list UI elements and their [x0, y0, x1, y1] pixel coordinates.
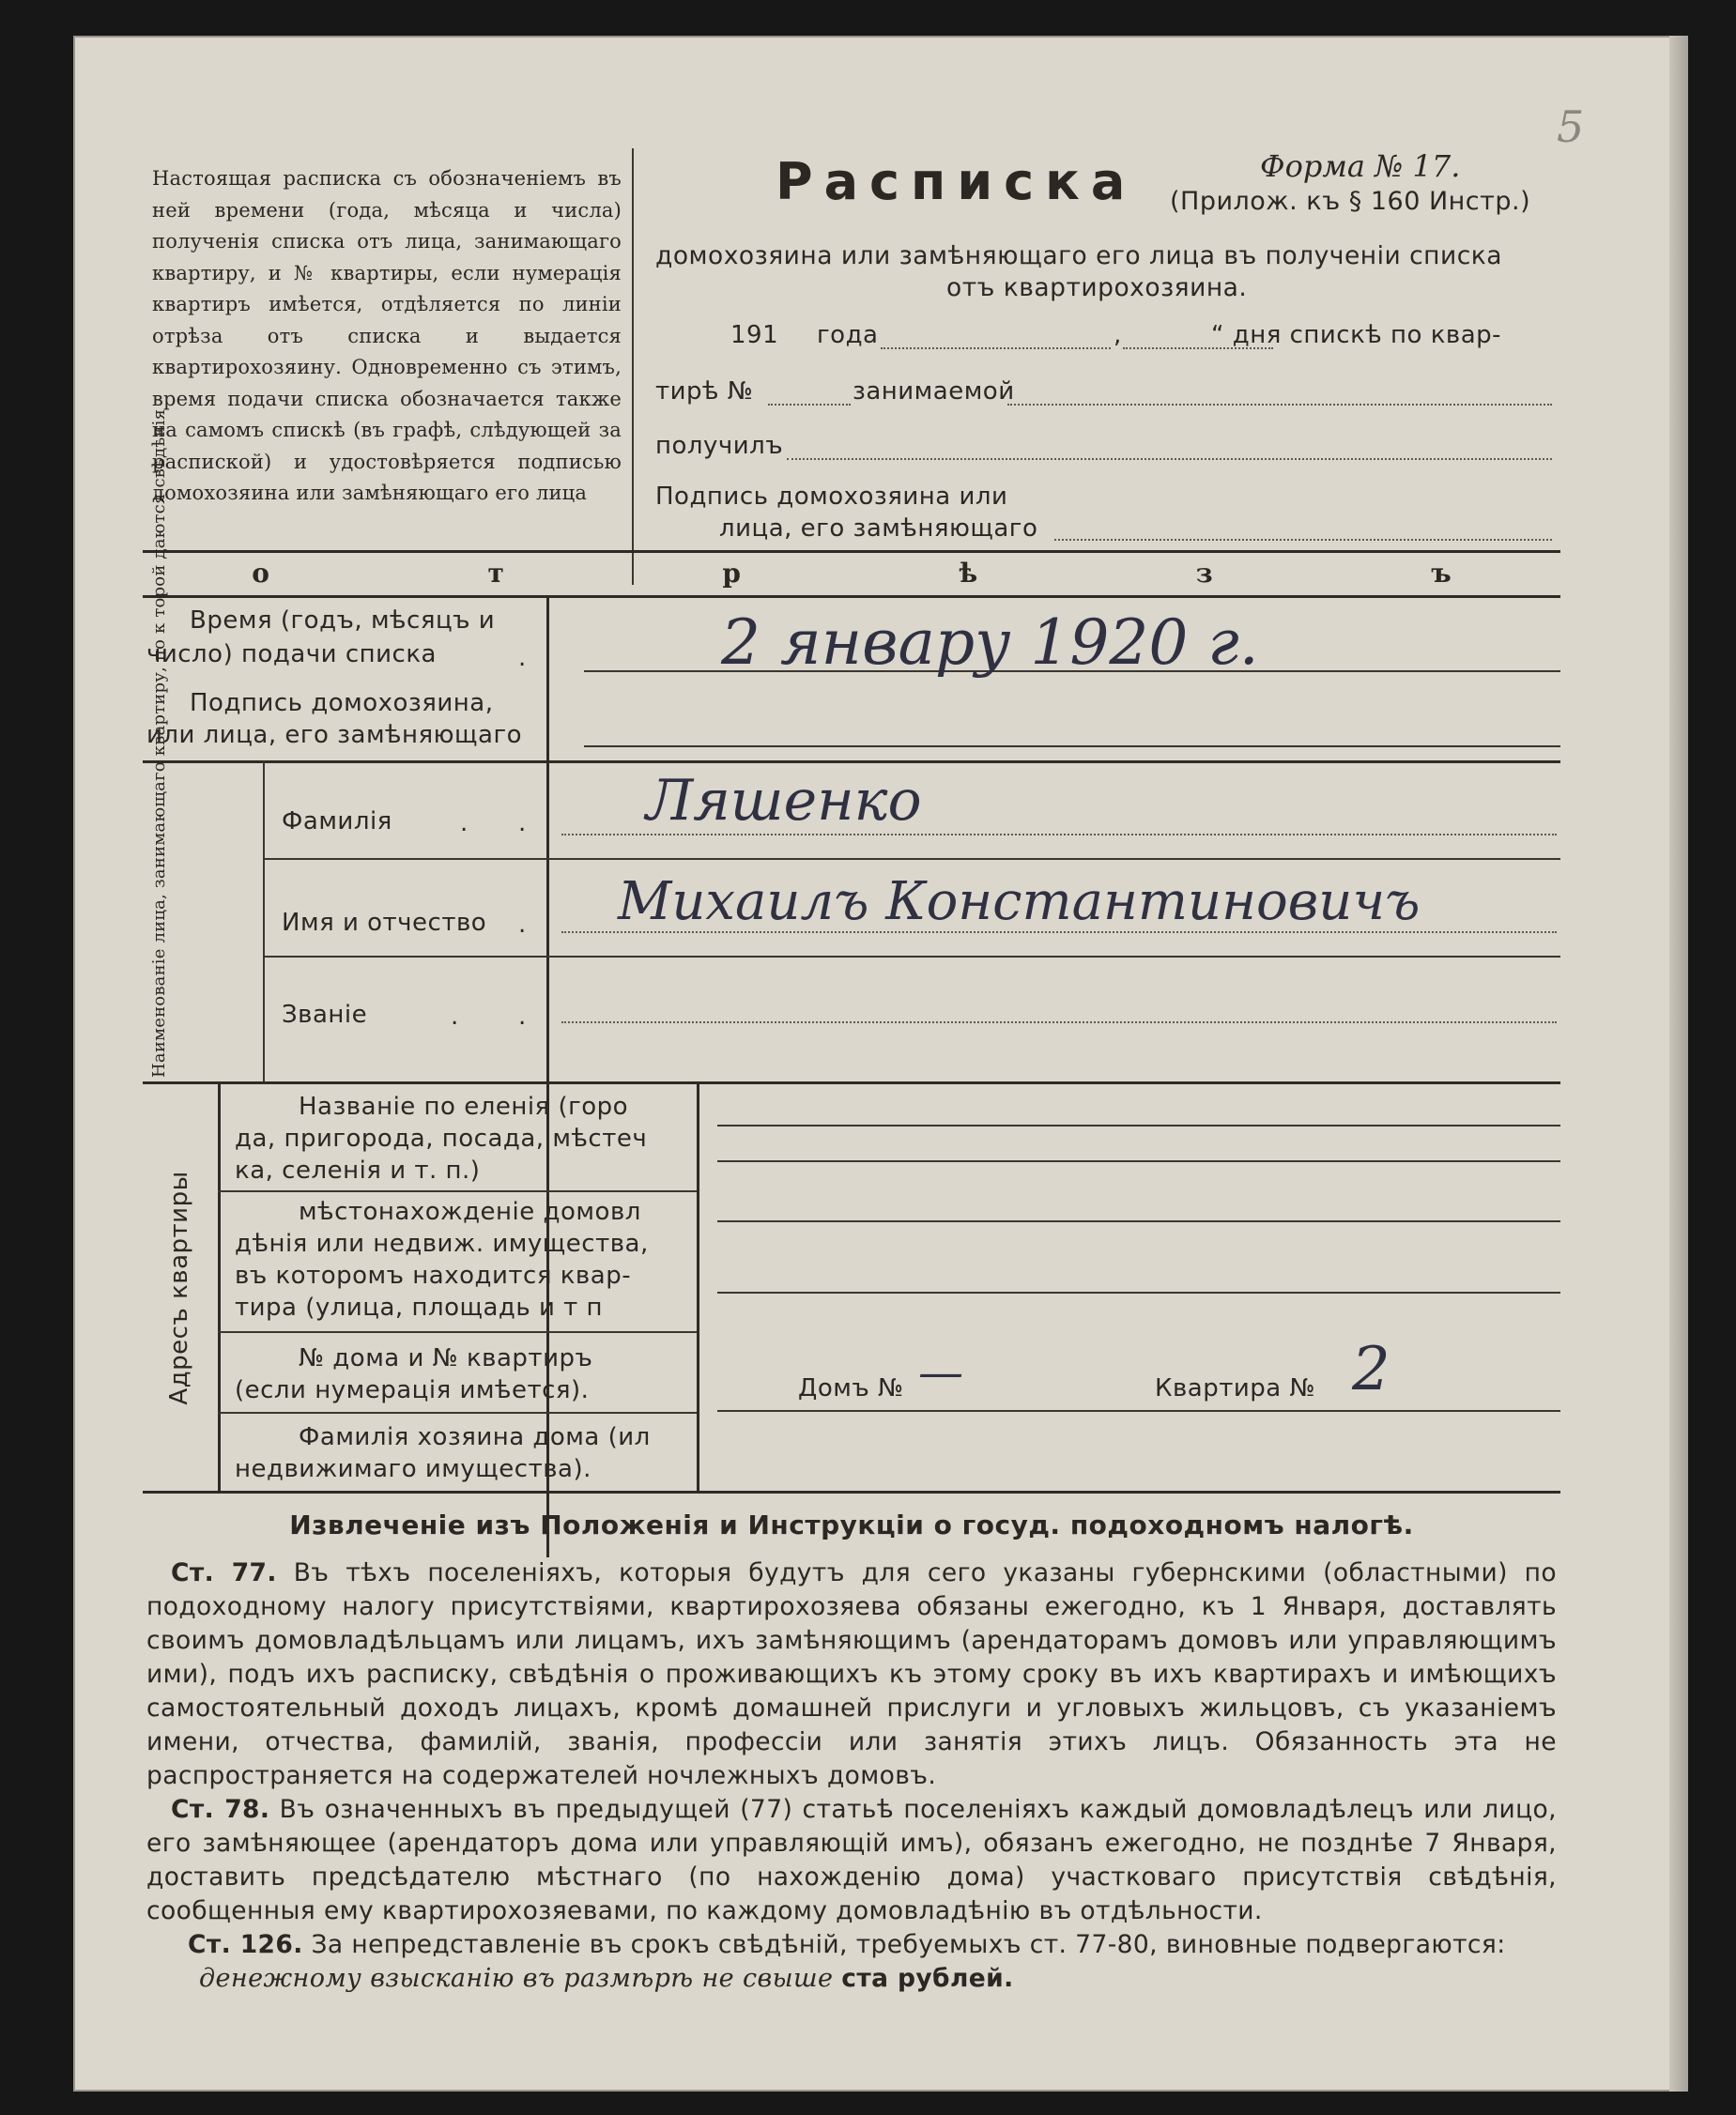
house-label-1: № дома и № квартиръ — [299, 1344, 593, 1372]
cut-letter: т — [487, 558, 504, 589]
article-126-bold: ста рублей. — [841, 1964, 1014, 1993]
form-reference: (Прилож. къ § 160 Инстр.) — [1170, 187, 1531, 216]
day-text: “ дня спискѣ по квар- — [1211, 321, 1502, 349]
dot: . — [451, 1003, 459, 1031]
article-77-number: Ст. 77. — [171, 1558, 277, 1587]
house-label-2: (если нумерація имѣется). — [235, 1376, 590, 1404]
form-number: Форма № 17. — [1260, 148, 1461, 184]
document-page — [73, 36, 1688, 2092]
name-label: Имя и отчество — [282, 909, 487, 937]
cut-letter: ъ — [1431, 558, 1452, 589]
person-side-label-box — [145, 408, 261, 1078]
article-126-italic: денежному взысканію въ размѣрѣ не свыше — [199, 1964, 834, 1993]
time-label-2: число) подачи списка — [146, 640, 437, 668]
handwritten-date: 2 январу 1920 г. — [721, 606, 1259, 679]
time-label-1: Время (годъ, мѣсяцъ и — [190, 606, 496, 635]
year-word: года — [817, 321, 879, 349]
location-label-3: въ которомъ находится квар- — [235, 1262, 632, 1290]
extract-heading: Извлеченіе изъ Положенія и Инструкціи о госуд. подоходномъ налогѣ. — [289, 1510, 1414, 1540]
settlement-label-3: ка, селенія и т. п.) — [235, 1157, 481, 1185]
article-78-text: Въ означенныхъ въ предыдущей (77) статьѣ поселеніяхъ каждый домовладѣлецъ или лицо, его замѣняющее (арендаторъ дома или управляющій имъ), обязанъ ежегодно, не позднѣе 7 Января, доставить предсѣдателю мѣстнаго (по нахожденію дома) участковаго присутствія свѣдѣнія, сообщенныя ему квартирохозяевами, по каждому домовладѣнію въ отдѣльности. — [146, 1795, 1557, 1925]
article-78 — [146, 1793, 1557, 1928]
dot: . — [518, 1003, 527, 1031]
article-77 — [146, 1556, 1557, 1793]
cut-letter: ѣ — [959, 558, 978, 589]
dot: . — [460, 809, 469, 837]
received-label: получилъ — [655, 432, 784, 460]
settlement-label-1: Названіе по еленія (горо — [299, 1093, 629, 1121]
article-126-text: За непредставленіе въ срокъ свѣдѣній, требуемыхъ ст. 77-80, виновные подвергаются: — [311, 1930, 1506, 1959]
cut-letter: р — [722, 558, 741, 589]
house-number-value: — — [918, 1346, 963, 1399]
signature-label-1: Подпись домохозяина, — [190, 689, 494, 717]
location-label-2: дѣнія или недвиж. имущества, — [235, 1230, 649, 1258]
title-label: Званіе — [282, 1001, 368, 1029]
signature-label-2: или лица, его замѣняющаго — [146, 721, 523, 749]
year-prefix: 191 — [730, 321, 779, 349]
signature-label-1: Подпись домохозяина или — [655, 483, 1008, 511]
subtitle-line-2: отъ квартирохозяина. — [946, 273, 1248, 302]
dot: . — [518, 644, 527, 672]
receipt-instruction-note: Настоящая расписка съ обозначеніемъ въ ней времени (года, мѣсяца и числа) полученія списка отъ лица, занимающаго квартиру, и № квартиры, если нумерація квартиръ имѣется, отдѣляется по линіи отрѣза отъ списка и выдается квартирохозяину. Одновременно съ этимъ, время подачи списка обозначается также на самомъ спискѣ (въ графѣ, слѣдующей за распиской) и удостовѣряется подписью домохозяина или замѣняющаго его лица — [152, 167, 622, 504]
house-number-label: Домъ № — [798, 1374, 904, 1402]
dot: . — [518, 911, 527, 939]
person-side-label: Наименованіе лица, занимающаго квартиру, по к торой даются свѣдѣнія — [149, 408, 169, 1078]
receipt-title: Расписка — [776, 152, 1137, 211]
surname-label: Фамилія — [282, 807, 392, 835]
comma: , — [1114, 321, 1122, 349]
apartment-prefix: тирѣ № — [655, 377, 754, 406]
article-77-text: Въ тѣхъ поселеніяхъ, которыя будутъ для сего указаны губернскими (областными) по подоходному налогу присутствіями, квартирохозяева обязаны ежегодно, къ 1 Января, доставлять своимъ домовладѣльцамъ или лицамъ, ихъ замѣняющимъ (арендаторамъ домовъ или управляющимъ ими), подъ ихъ расписку, свѣдѣнія о проживающихъ къ этому сроку въ ихъ квартирахъ и имѣющихъ самостоятельный доходъ лицахъ, кромѣ домашней прислуги и угловыхъ жильцовъ, съ указаніемъ имени, отчества, фамилій, званія, профессіи или занятія этихъ лицъ. Обязанность эта не распространяется на содержателей ночлежныхъ домовъ. — [146, 1558, 1557, 1790]
address-side-label-box — [145, 1085, 216, 1491]
owner-label-2: недвижимаго имущества). — [235, 1455, 591, 1483]
surname-value: Ляшенко — [646, 768, 922, 834]
article-126-number: Ст. 126. — [188, 1930, 303, 1959]
owner-label-1: Фамилія хозяина дома (ил — [299, 1423, 651, 1451]
cut-letter: о — [252, 558, 269, 589]
address-side-label: Адресъ квартиры — [165, 1171, 193, 1405]
apartment-number-value: 2 — [1352, 1335, 1390, 1404]
name-value: Михаилъ Константиновичъ — [618, 871, 1421, 932]
cut-letter: з — [1195, 558, 1213, 589]
corner-mark: 5 — [1557, 101, 1585, 152]
article-126 — [146, 1928, 1557, 1996]
dot: . — [518, 809, 527, 837]
signature-label-2: лица, его замѣняющаго — [719, 514, 1038, 543]
subtitle-line-1: домохозяина или замѣняющаго его лица въ полученіи списка — [655, 241, 1503, 270]
location-label-4: тира (улица, площадь и т п — [235, 1294, 604, 1322]
location-label-1: мѣстонахожденіе домовл — [299, 1198, 641, 1226]
apartment-number-label: Квартира № — [1155, 1374, 1316, 1402]
occupied-label: занимаемой — [853, 377, 1015, 406]
article-78-number: Ст. 78. — [171, 1795, 270, 1824]
header-divider — [632, 148, 634, 585]
settlement-label-2: да, пригорода, посада, мѣстеч — [235, 1125, 648, 1153]
cut-line — [143, 558, 1560, 589]
